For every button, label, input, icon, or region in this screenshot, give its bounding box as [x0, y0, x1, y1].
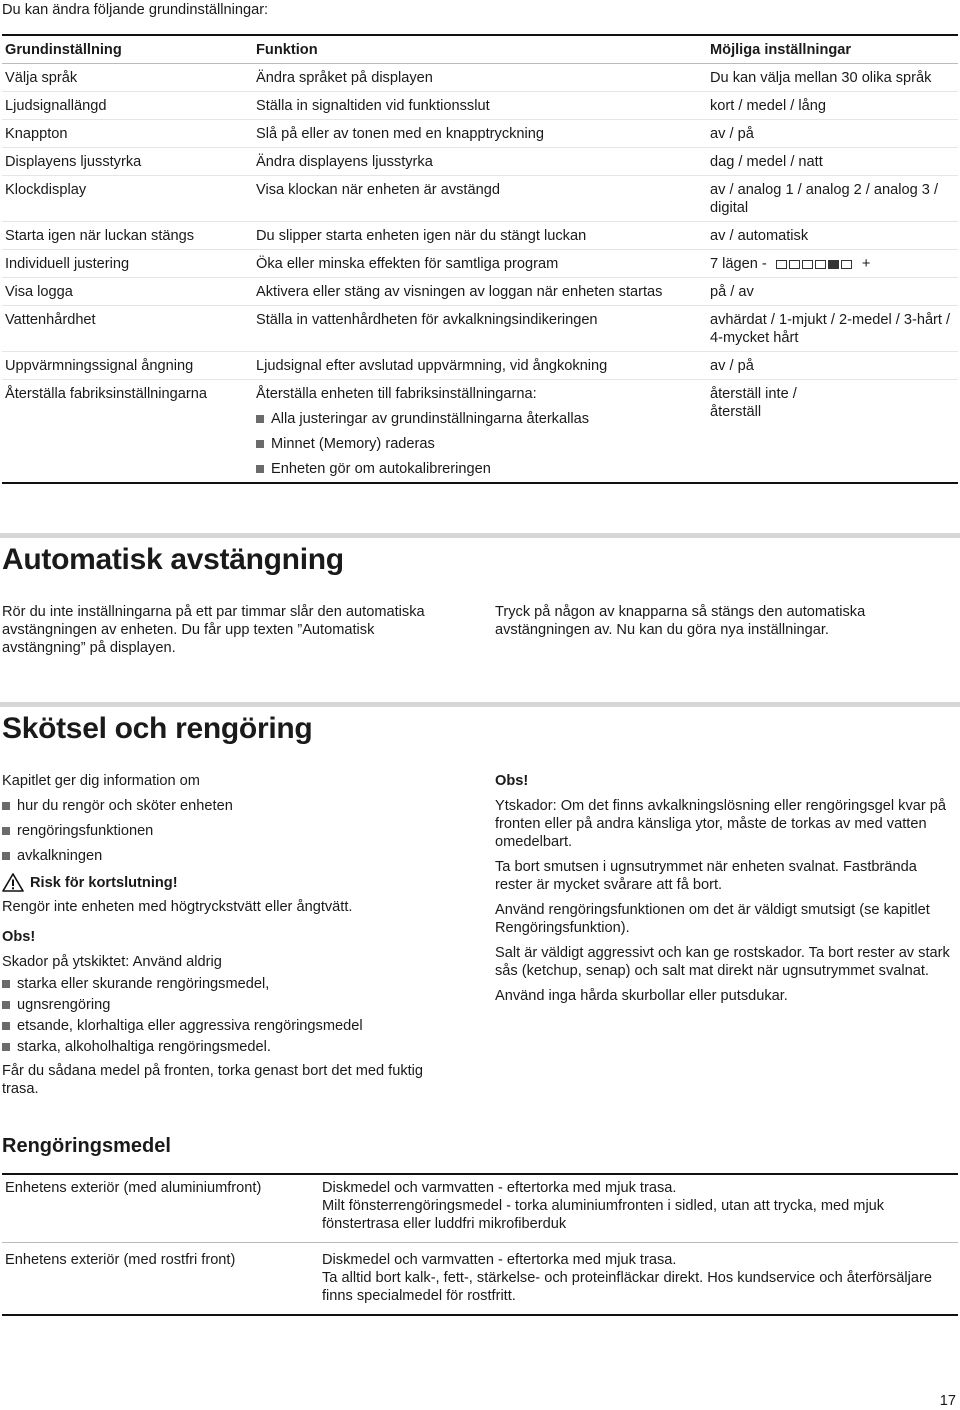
bullet-icon: [256, 465, 264, 473]
table-row: [2, 92, 958, 120]
options-text: 7 lägen -: [710, 256, 767, 272]
function-cell: [256, 385, 710, 478]
table-row: [2, 306, 958, 352]
list-item-text: hur du rengör och sköter enheten: [17, 797, 233, 814]
table-row: [2, 176, 958, 222]
options-cell: av / på: [710, 126, 754, 142]
options-cell: dag / medel / natt: [710, 154, 823, 170]
instruction-line: Diskmedel och varmvatten - eftertorka med mjuk trasa.: [322, 1252, 677, 1268]
function-cell: Visa klockan när enheten är avstängd: [256, 182, 500, 198]
table-row: [2, 222, 958, 250]
bullet-icon: [2, 1022, 10, 1030]
function-cell: Ändra displayens ljusstyrka: [256, 154, 433, 170]
instruction-line: Ta alltid bort kalk-, fett-, stärkelse- och proteinfläckar direkt. Hos kundservice och återförsäljare finns specialmedel för rostfritt.: [322, 1270, 932, 1304]
item-cell: Enhetens exteriör (med rostfri front): [5, 1252, 236, 1268]
setting-cell: Välja språk: [5, 70, 78, 86]
bullet-icon: [2, 1043, 10, 1051]
level-on-icon: [828, 260, 839, 269]
instruction-cell: [322, 1251, 958, 1305]
list-item: [256, 410, 700, 428]
list-item: [2, 1015, 452, 1036]
level-off-icon: [841, 260, 852, 269]
section-divider: [0, 533, 960, 538]
list-item-text: Enheten gör om autokalibreringen: [271, 461, 491, 477]
setting-cell: Klockdisplay: [5, 182, 87, 198]
bullet-icon: [256, 415, 264, 423]
setting-cell: Ljudsignallängd: [5, 98, 107, 114]
list-item-text: Minnet (Memory) raderas: [271, 436, 435, 452]
level-indicator: [776, 256, 858, 272]
bullet-icon: [2, 802, 10, 810]
table-row: [2, 1175, 958, 1242]
instruction-cell: [322, 1179, 958, 1233]
list-item-text: ugnsrengöring: [17, 996, 111, 1013]
options-cell: på / av: [710, 284, 754, 300]
section-heading-care: Skötsel och rengöring: [2, 712, 313, 745]
table-row: [2, 380, 958, 482]
care-intro: Kapitlet ger dig information om: [2, 773, 200, 789]
settings-table: [2, 34, 958, 484]
list-item-text: rengöringsfunktionen: [17, 822, 154, 839]
care-left-column: [2, 772, 452, 1098]
section-heading-auto-off: Automatisk avstängning: [2, 543, 344, 576]
options-cell: av / automatisk: [710, 228, 809, 244]
setting-cell: Knappton: [5, 126, 68, 142]
table-row: [2, 278, 958, 306]
obs-label: Obs!: [2, 929, 36, 945]
list-item: [2, 994, 452, 1015]
function-cell: Slå på eller av tonen med en knapptryckning: [256, 126, 544, 142]
options-cell: återställ inte / återställ: [710, 386, 797, 420]
damage-list: [2, 973, 452, 1057]
function-cell: Ställa in signaltiden vid funktionsslut: [256, 98, 490, 114]
warning-triangle-icon: [2, 873, 24, 892]
list-item: [2, 1036, 452, 1057]
bullet-icon: [2, 1001, 10, 1009]
table-row: [2, 250, 958, 278]
list-item-text: starka, alkoholhaltiga rengöringsmedel.: [17, 1038, 271, 1055]
list-item-text: avkalkningen: [17, 847, 103, 864]
options-cell: avhärdat / 1-mjukt / 2-medel / 3-hårt / 4-mycket hårt: [710, 312, 951, 346]
instruction-line: Milt fönsterrengöringsmedel - torka aluminiumfronten i sidled, utan att trycka, med mjuk fönstertrasa eller luddfri mikrofiberduk: [322, 1198, 885, 1232]
auto-off-left-text: Rör du inte inställningarna på ett par timmar slår den automatiska avstängningen av enheten. Du får upp texten ”Automatisk avstängning” på displayen.: [2, 604, 425, 656]
care-paragraph: Ytskador: Om det finns avkalkningslösning eller rengöringsgel kvar på fronten eller på andra känsliga ytor, måste de torkas av med vatten omedelbart.: [495, 798, 947, 850]
setting-cell: Individuell justering: [5, 256, 130, 272]
function-cell: Du slipper starta enheten igen när du stängt luckan: [256, 228, 587, 244]
level-off-icon: [815, 260, 826, 269]
care-paragraph: Använd rengöringsfunktionen om det är väldigt smutsigt (se kapitlet Rengöringsfunktion).: [495, 902, 930, 936]
bullet-icon: [2, 980, 10, 988]
care-paragraph: Salt är väldigt aggressivt och kan ge rostskador. Ta bort rester av stark sås (ketchup, senap) och salt mat direkt när ugnsutrymmet svalnat.: [495, 945, 950, 979]
setting-cell: Vattenhårdhet: [5, 312, 96, 328]
care-paragraph: Använd inga hårda skurbollar eller putsdukar.: [495, 988, 788, 1004]
options-suffix: +: [861, 256, 871, 272]
section-heading-agents: Rengöringsmedel: [2, 1135, 171, 1157]
obs-label: Obs!: [495, 773, 529, 789]
level-off-icon: [802, 260, 813, 269]
list-item: [2, 818, 452, 843]
list-item-text: starka eller skurande rengöringsmedel,: [17, 975, 270, 992]
setting-cell: Uppvärmningssignal ångning: [5, 358, 194, 374]
care-paragraph: Ta bort smutsen i ugnsutrymmet när enheten svalnat. Fastbrända rester är mycket svårare att få bort.: [495, 859, 917, 893]
table-header: [2, 36, 958, 64]
level-off-icon: [789, 260, 800, 269]
page-number: 17: [939, 1393, 956, 1409]
options-cell: av / analog 1 / analog 2 / analog 3 / digital: [710, 182, 938, 216]
warning-title: Risk för kortslutning!: [30, 874, 178, 891]
damage-outro: Får du sådana medel på fronten, torka genast bort det med fuktig trasa.: [2, 1063, 424, 1097]
list-item: [256, 435, 700, 453]
setting-cell: Displayens ljusstyrka: [5, 154, 142, 170]
topic-list: [2, 793, 452, 868]
table-row: [2, 148, 958, 176]
list-item-text: Alla justeringar av grundinställningarna återkallas: [271, 411, 589, 427]
auto-off-right-text: Tryck på någon av knapparna så stängs den automatiska avstängningen av. Nu kan du göra nya inställningar.: [495, 604, 866, 638]
table-row: [2, 120, 958, 148]
list-item: [2, 793, 452, 818]
level-off-icon: [776, 260, 787, 269]
table-row: [2, 352, 958, 380]
table-row: [2, 64, 958, 92]
header-function: Funktion: [256, 41, 318, 58]
table-row: [2, 1242, 958, 1314]
warning-text: Rengör inte enheten med högtryckstvätt eller ångtvätt.: [2, 899, 353, 915]
function-cell: Aktivera eller stäng av visningen av loggan när enheten startas: [256, 284, 663, 300]
list-item: [2, 843, 452, 868]
warning-title-row: [2, 873, 452, 892]
list-item: [256, 460, 700, 478]
setting-cell: Visa logga: [5, 284, 73, 300]
bullet-icon: [256, 440, 264, 448]
function-cell: Öka eller minska effekten för samtliga program: [256, 256, 559, 272]
options-cell: av / på: [710, 358, 754, 374]
options-cell: Du kan välja mellan 30 olika språk: [710, 70, 932, 86]
list-item: [2, 973, 452, 994]
section-divider: [0, 702, 960, 707]
header-setting: Grundinställning: [5, 41, 122, 58]
setting-cell: Återställa fabriksinställningarna: [5, 386, 207, 402]
intro-text: Du kan ändra följande grundinställningar:: [2, 2, 269, 18]
instruction-line: Diskmedel och varmvatten - eftertorka med mjuk trasa.: [322, 1180, 677, 1196]
list-item-text: etsande, klorhaltiga eller aggressiva rengöringsmedel: [17, 1017, 363, 1034]
function-text: Återställa enheten till fabriksinställningarna:: [256, 386, 537, 402]
function-cell: Ändra språket på displayen: [256, 70, 433, 86]
header-options: Möjliga inställningar: [710, 41, 852, 58]
function-cell: Ljudsignal efter avslutad uppvärmning, vid ångkokning: [256, 358, 608, 374]
care-right-column: [495, 772, 957, 1005]
bullet-icon: [2, 827, 10, 835]
options-cell: [710, 255, 958, 273]
setting-cell: Starta igen när luckan stängs: [5, 228, 195, 244]
damage-intro: Skador på ytskiktet: Använd aldrig: [2, 954, 222, 970]
options-cell: kort / medel / lång: [710, 98, 826, 114]
bullet-icon: [2, 852, 10, 860]
function-cell: Ställa in vattenhårdheten för avkalkningsindikeringen: [256, 312, 598, 328]
agents-table: [2, 1173, 958, 1316]
item-cell: Enhetens exteriör (med aluminiumfront): [5, 1180, 262, 1196]
